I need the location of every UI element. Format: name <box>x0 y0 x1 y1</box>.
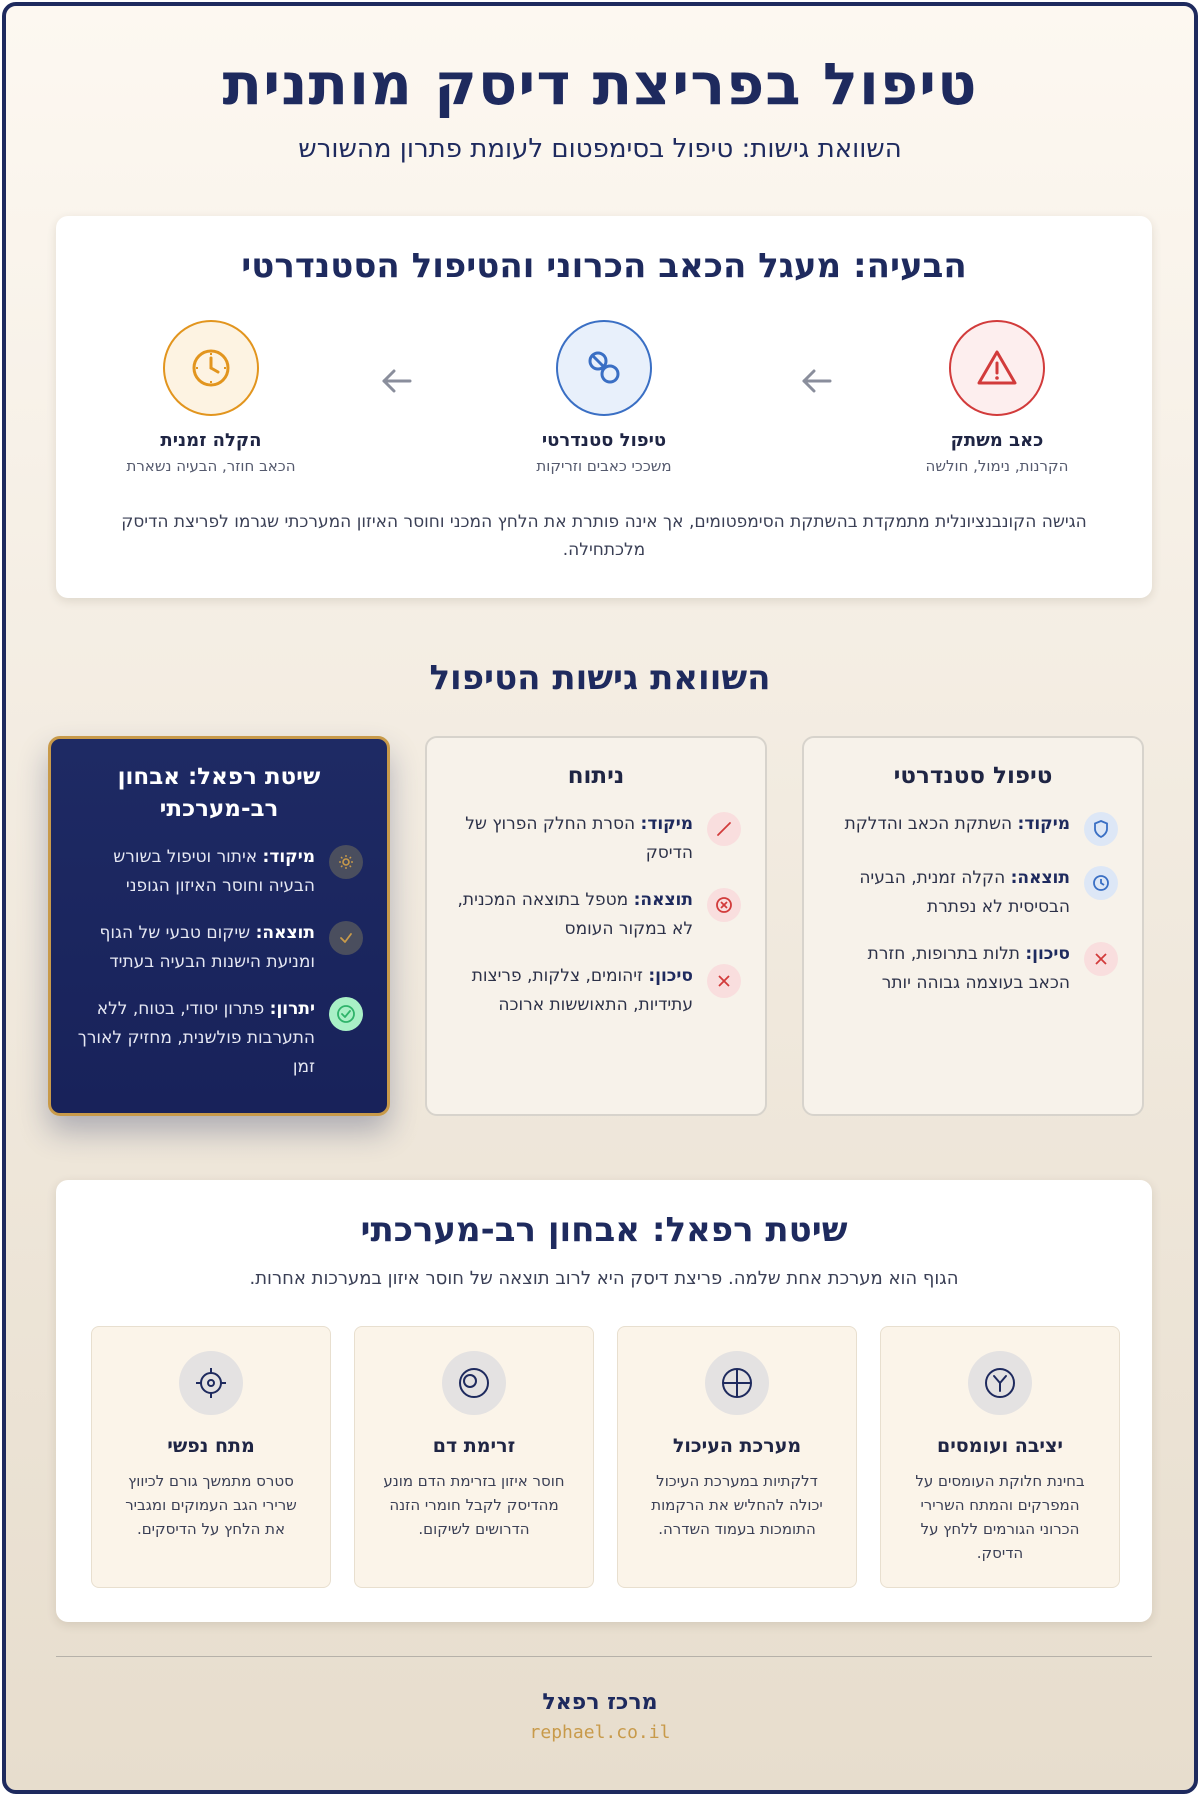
x-icon <box>1084 942 1118 976</box>
approach-title: שיטת רפאל: אבחון רב-מערכתי <box>117 764 321 822</box>
x-circle-icon <box>707 888 741 922</box>
method-subtitle: הגוף הוא מערכת אחת שלמה. פריצת דיסק היא לרוב תוצאה של חוסר איזון במערכות אחרות. <box>249 1268 959 1289</box>
approach-row <box>451 886 741 944</box>
problem-card <box>56 216 1152 598</box>
method-card <box>56 1180 1152 1622</box>
problem-description: הגישה הקונבנציונלית מתמקדת בהשתקת הסימפטומים, אך אינה פותרת את הלחץ המכני וחוסר האיזון המערכתי שגרמו לפריצת הדיסק מלכתחילה. <box>121 512 1087 560</box>
row-label: סיכון: <box>1025 944 1070 964</box>
approach-card-rephael <box>48 736 390 1116</box>
system-desc: חוסר איזון בזרימת הדם מונע מהדיסק לקבל חומרי הזנה הדרושים לשיקום. <box>383 1472 565 1538</box>
approach-card-standard <box>802 736 1144 1116</box>
footer-url[interactable]: rephael.co.il <box>529 1722 671 1743</box>
row-label: תוצאה: <box>1010 868 1070 888</box>
approach-row <box>828 940 1118 998</box>
shield-icon <box>1084 812 1118 846</box>
approach-row <box>451 810 741 868</box>
approach-title: טיפול סטנדרטי <box>893 763 1053 789</box>
row-text: זיהומים, צלקות, פריצות עתידיות, התאוששות ארוכה <box>471 966 693 1015</box>
problem-step-standard <box>489 320 719 475</box>
row-text: תלות בתרופות, חזרת הכאב בעוצמה גבוהה יותר <box>867 944 1070 993</box>
row-label: יתרון: <box>269 999 315 1019</box>
problem-step-relief <box>96 320 326 475</box>
problem-step-pain <box>882 320 1112 475</box>
arrow-left-icon <box>796 366 836 396</box>
digestion-icon <box>705 1351 769 1415</box>
approach-row <box>828 810 1118 846</box>
row-label: מיקוד: <box>1017 814 1070 834</box>
system-title: יציבה ועומסים <box>936 1435 1064 1457</box>
arrow-left-icon <box>376 366 416 396</box>
comparison-title: השוואת גישות הטיפול <box>429 658 771 698</box>
step-title: טיפול סטנדרטי <box>541 430 667 451</box>
pills-icon <box>556 320 652 416</box>
row-text: איתור וטיפול בשורש הבעיה וחוסר האיזון הגופני <box>113 847 315 896</box>
scalpel-icon <box>707 812 741 846</box>
step-title: כאב משתק <box>950 430 1044 451</box>
target-icon <box>179 1351 243 1415</box>
approach-title: ניתוח <box>567 763 625 789</box>
system-card-stress <box>91 1326 331 1588</box>
step-title: הקלה זמנית <box>160 430 262 451</box>
system-desc: דלקתיות במערכת העיכול יכולה להחליש את הרקמות התומכות בעמוד השדרה. <box>651 1472 823 1538</box>
method-title: שיטת רפאל: אבחון רב-מערכתי <box>360 1210 848 1250</box>
row-text: הסרת החלק הפרוץ של הדיסק <box>465 814 693 863</box>
row-label: תוצאה: <box>255 923 315 943</box>
row-label: תוצאה: <box>633 890 693 910</box>
system-card-blood-flow <box>354 1326 594 1588</box>
page-frame <box>2 2 1198 1794</box>
sun-icon <box>329 845 363 879</box>
clock-icon <box>163 320 259 416</box>
system-desc: בחינת חלוקת העומסים על המפרקים והמתח השרירי הכרוני הגורמים ללחץ על הדיסק. <box>915 1472 1085 1562</box>
row-label: סיכון: <box>648 966 693 986</box>
row-text: השתקת הכאב והדלקת <box>844 814 1013 834</box>
step-desc: הכאב חוזר, הבעיה נשארת <box>126 457 296 475</box>
row-label: מיקוד: <box>640 814 693 834</box>
row-text: הקלה זמנית, הבעיה הבסיסית לא נפתרת <box>859 868 1070 917</box>
page-title: טיפול בפריצת דיסק מותנית <box>222 50 978 118</box>
approach-row <box>828 864 1118 922</box>
footer-divider <box>56 1656 1152 1657</box>
page-subtitle: השוואת גישות: טיפול בסימפטום לעומת פתרון מהשורש <box>298 134 902 164</box>
blood-flow-icon <box>442 1351 506 1415</box>
system-title: מערכת העיכול <box>672 1435 802 1457</box>
check-icon <box>329 921 363 955</box>
step-desc: משככי כאבים וזריקות <box>536 457 672 475</box>
approach-row <box>75 843 363 901</box>
approach-card-surgery <box>425 736 767 1116</box>
system-card-digestion <box>617 1326 857 1588</box>
clock-icon <box>1084 866 1118 900</box>
system-desc: סטרס מתמשך גורם לכיווץ שרירי הגב העמוקים ומגביר את הלחץ על הדיסקים. <box>125 1472 297 1538</box>
check-circle-icon <box>329 997 363 1031</box>
system-title: זרימת דם <box>432 1435 516 1457</box>
approach-row <box>451 962 741 1020</box>
approach-row <box>75 919 363 977</box>
row-text: מטפל בתוצאה המכנית, לא במקור העומס <box>457 890 693 939</box>
row-label: מיקוד: <box>262 847 315 867</box>
x-icon <box>707 964 741 998</box>
row-text: פתרון יסודי, בטוח, ללא התערבות פולשנית, מחזיק לאורך זמן <box>77 999 315 1077</box>
system-card-posture <box>880 1326 1120 1588</box>
approach-row <box>75 995 363 1082</box>
problem-title: הבעיה: מעגל הכאב הכרוני והטיפול הסטנדרטי <box>241 246 967 286</box>
posture-icon <box>968 1351 1032 1415</box>
step-desc: הקרנות, נימול, חולשה <box>925 457 1069 475</box>
footer-name: מרכז רפאל <box>542 1690 658 1715</box>
row-text: שיקום טבעי של הגוף ומניעת הישנות הבעיה בעתיד <box>99 923 315 972</box>
system-title: מתח נפשי <box>167 1435 255 1457</box>
warning-icon <box>949 320 1045 416</box>
